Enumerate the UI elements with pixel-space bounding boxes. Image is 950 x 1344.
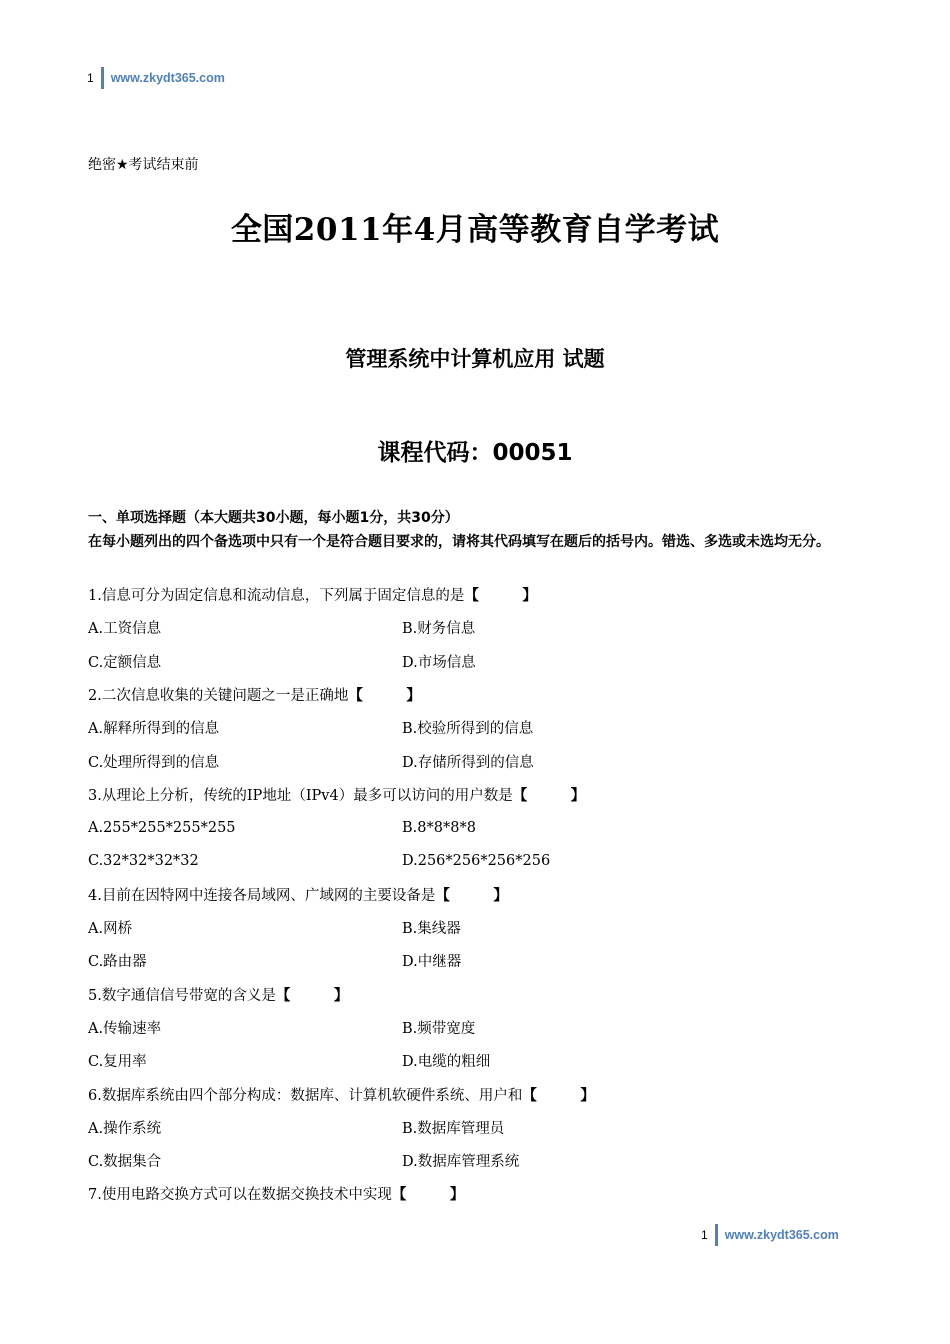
option-row [88,944,868,977]
answer-bracket: 【 】 [464,588,537,605]
option-b: B.校验所得到的信息 [402,721,534,738]
question-text: 2.二次信息收集的关键问题之一是正确地 [88,688,349,705]
option-row [88,911,868,944]
question-text: 7.使用电路交换方式可以在数据交换技术中实现 [88,1187,392,1204]
option-a: A.操作系统 [88,1120,162,1137]
option-a: A.传输速率 [88,1021,162,1037]
header-page-number: 1 [87,71,94,85]
page-header [87,67,225,89]
answer-bracket: 【 】 [435,887,508,904]
option-b: B.集线器 [402,921,461,938]
option-a: A.网桥 [88,921,133,938]
option-row [88,1144,868,1177]
course-code: 课程代码：00051 [377,440,573,466]
answer-bracket: 【 】 [275,987,349,1004]
question-text: 3.从理论上分析，传统的IP地址（IPv4）最多可以访问的用户数是 [88,787,513,804]
option-d: D.中继器 [402,954,462,971]
question-stem [88,1177,868,1210]
option-row [88,711,868,744]
exam-subtitle: 管理系统中计算机应用 试题 [345,347,605,371]
footer-divider [715,1224,718,1246]
option-row [88,1011,868,1044]
footer-page-number: 1 [701,1228,708,1242]
option-d: D.256*256*256*256 [402,853,551,870]
option-row [88,844,868,877]
option-a: A.工资信息 [88,621,162,638]
question-stem [88,1077,868,1110]
option-b: B.频带宽度 [402,1021,476,1037]
option-c: C.数据集合 [88,1154,162,1171]
question-list [88,578,868,1211]
option-b: B.财务信息 [402,621,476,638]
option-d: D.数据库管理系统 [402,1154,520,1171]
answer-bracket: 【 】 [512,787,586,804]
answer-bracket: 【 】 [522,1087,595,1104]
option-row [88,1111,868,1144]
footer-url-link[interactable]: www.zkydt365.com [724,1228,839,1242]
answer-bracket: 【 】 [391,1187,465,1204]
header-url-link[interactable]: www.zkydt365.com [110,71,225,85]
option-c: C.路由器 [88,954,147,971]
option-b: B.数据库管理员 [402,1120,505,1137]
option-row [88,811,868,844]
question-stem [88,978,868,1011]
option-c: C.复用率 [88,1054,147,1071]
option-a: A.255*255*255*255 [88,819,236,836]
question-text: 6.数据库系统由四个部分构成：数据库、计算机软硬件系统、用户和 [88,1087,523,1104]
option-d: D.存储所得到的信息 [402,754,534,771]
option-d: D.电缆的粗细 [402,1054,491,1071]
option-c: C.定额信息 [88,654,162,671]
confidential-notice: 绝密★考试结束前 [88,157,199,173]
question-text: 5.数字通信信号带宽的含义是 [88,987,276,1004]
page-footer [701,1224,839,1246]
question-text: 1.信息可分为固定信息和流动信息，下列属于固定信息的是 [88,588,465,605]
exam-title: 全国2011年4月高等教育自学考试 [230,212,720,248]
section-heading: 一、单项选择题（本大题共30小题，每小题1分，共30分） [88,510,459,526]
option-c: C.32*32*32*32 [88,853,199,870]
question-stem [88,578,868,611]
header-divider [101,67,104,89]
answer-bracket: 【 】 [348,688,421,705]
option-d: D.市场信息 [402,654,476,671]
option-row [88,744,868,777]
question-stem [88,678,868,711]
section-instruction: 在每小题列出的四个备选项中只有一个是符合题目要求的，请将其代码填写在题后的括号内。错选、多选或未选均无分。 [88,534,830,550]
option-row [88,611,868,644]
option-c: C.处理所得到的信息 [88,754,220,771]
question-stem [88,878,868,911]
question-text: 4.目前在因特网中连接各局域网、广域网的主要设备是 [88,887,436,904]
option-row [88,645,868,678]
option-b: B.8*8*8*8 [402,819,476,836]
option-a: A.解释所得到的信息 [88,721,220,738]
question-stem [88,778,868,811]
option-row [88,1044,868,1077]
